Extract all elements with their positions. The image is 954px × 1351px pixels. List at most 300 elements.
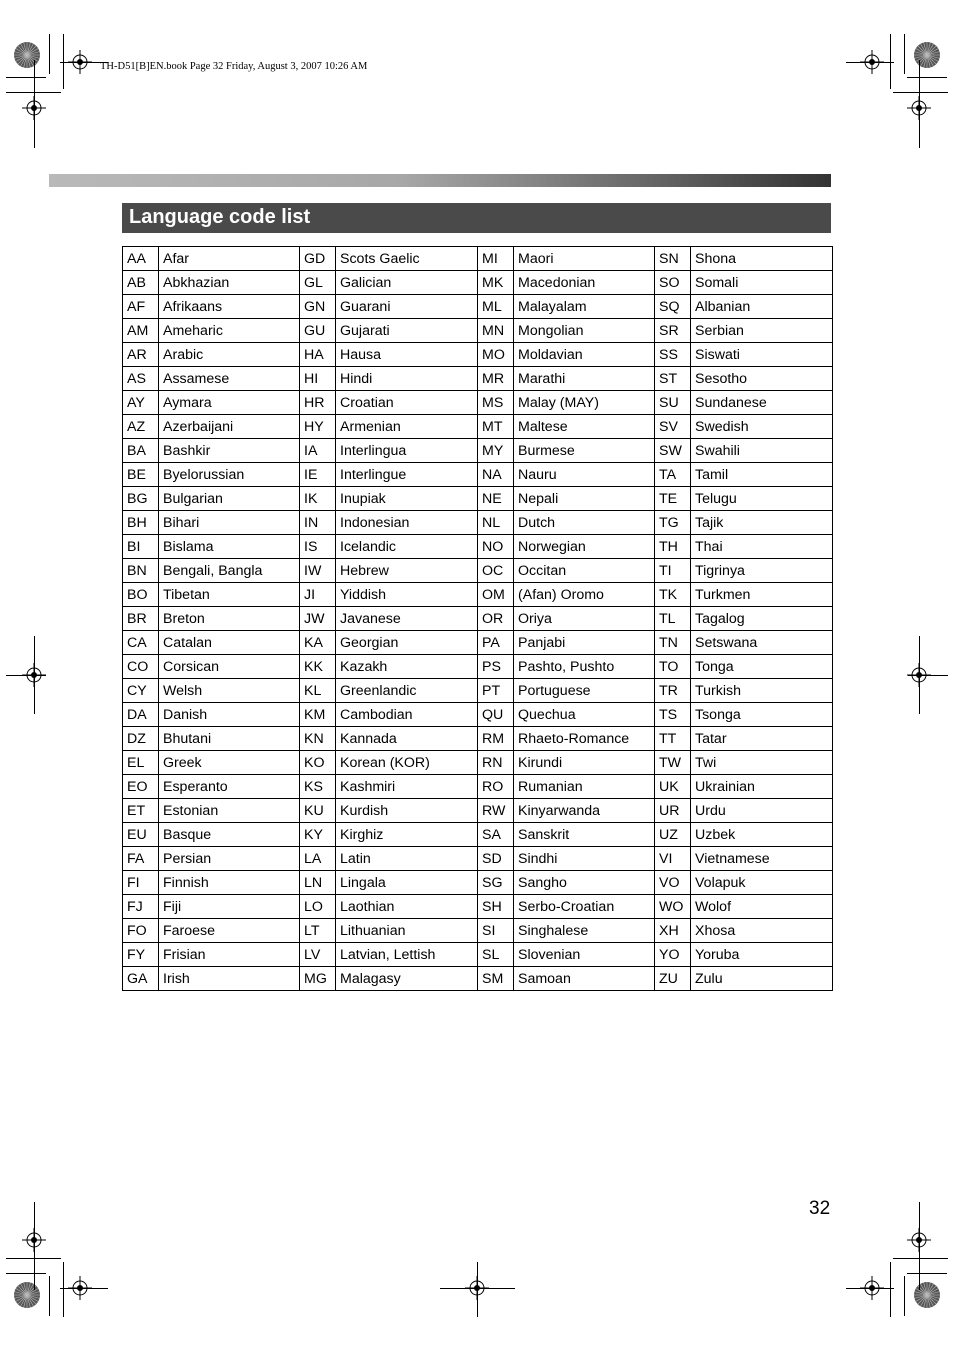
language-name-cell: Byelorussian: [159, 463, 300, 487]
language-code-cell: TK: [655, 583, 691, 607]
language-name-cell: Interlingua: [336, 439, 478, 463]
language-code-cell: MG: [300, 967, 336, 991]
language-name-cell: Norwegian: [514, 535, 655, 559]
language-name-cell: Turkish: [691, 679, 833, 703]
crop-mark-line: [440, 1288, 515, 1289]
table-row: [123, 751, 833, 775]
language-name-cell: Cambodian: [336, 703, 478, 727]
language-name-cell: Latin: [336, 847, 478, 871]
language-name-cell: Kirundi: [514, 751, 655, 775]
language-name-cell: Afar: [159, 247, 300, 271]
language-code-cell: SO: [655, 271, 691, 295]
language-name-cell: Sundanese: [691, 391, 833, 415]
table-row: [123, 607, 833, 631]
language-code-cell: TS: [655, 703, 691, 727]
language-name-cell: Kashmiri: [336, 775, 478, 799]
language-code-cell: IE: [300, 463, 336, 487]
language-name-cell: Malay (MAY): [514, 391, 655, 415]
language-code-cell: NL: [478, 511, 514, 535]
language-name-cell: Nauru: [514, 463, 655, 487]
table-row: [123, 271, 833, 295]
language-code-cell: CO: [123, 655, 159, 679]
language-name-cell: Swahili: [691, 439, 833, 463]
language-code-cell: UR: [655, 799, 691, 823]
crop-mark-line: [908, 675, 948, 676]
crop-mark-line: [904, 1276, 905, 1316]
language-code-cell: RO: [478, 775, 514, 799]
table-row: [123, 391, 833, 415]
language-name-cell: Serbian: [691, 319, 833, 343]
language-code-cell: DA: [123, 703, 159, 727]
language-code-cell: IA: [300, 439, 336, 463]
language-name-cell: Fiji: [159, 895, 300, 919]
language-name-cell: Welsh: [159, 679, 300, 703]
language-code-cell: GA: [123, 967, 159, 991]
language-name-cell: Volapuk: [691, 871, 833, 895]
language-code-cell: SG: [478, 871, 514, 895]
language-code-cell: MN: [478, 319, 514, 343]
language-name-cell: Laothian: [336, 895, 478, 919]
language-code-cell: SD: [478, 847, 514, 871]
language-name-cell: Lingala: [336, 871, 478, 895]
crop-mark-line: [846, 1288, 894, 1289]
language-code-cell: FY: [123, 943, 159, 967]
language-name-cell: Kirghiz: [336, 823, 478, 847]
table-row: [123, 799, 833, 823]
language-name-cell: Samoan: [514, 967, 655, 991]
language-code-cell: EL: [123, 751, 159, 775]
language-code-cell: LV: [300, 943, 336, 967]
crop-mark-line: [49, 34, 50, 74]
language-name-cell: Rumanian: [514, 775, 655, 799]
language-name-cell: Yiddish: [336, 583, 478, 607]
table-row: [123, 319, 833, 343]
language-code-cell: TA: [655, 463, 691, 487]
crop-mark-line: [63, 1262, 64, 1317]
language-code-cell: VO: [655, 871, 691, 895]
table-row: [123, 247, 833, 271]
language-name-cell: Burmese: [514, 439, 655, 463]
language-name-cell: Moldavian: [514, 343, 655, 367]
language-name-cell: Javanese: [336, 607, 478, 631]
language-code-cell: VI: [655, 847, 691, 871]
language-code-cell: TH: [655, 535, 691, 559]
language-code-cell: XH: [655, 919, 691, 943]
language-code-cell: BO: [123, 583, 159, 607]
language-name-cell: Tamil: [691, 463, 833, 487]
language-code-cell: TO: [655, 655, 691, 679]
language-name-cell: Hebrew: [336, 559, 478, 583]
language-name-cell: Mongolian: [514, 319, 655, 343]
language-name-cell: Lithuanian: [336, 919, 478, 943]
crop-mark-line: [893, 92, 948, 93]
language-code-cell: KS: [300, 775, 336, 799]
language-name-cell: Persian: [159, 847, 300, 871]
language-code-cell: SV: [655, 415, 691, 439]
language-code-cell: JW: [300, 607, 336, 631]
registration-starburst-icon: [913, 41, 941, 69]
language-code-cell: CA: [123, 631, 159, 655]
language-name-cell: Irish: [159, 967, 300, 991]
language-code-cell: YO: [655, 943, 691, 967]
language-code-cell: RW: [478, 799, 514, 823]
language-name-cell: Bengali, Bangla: [159, 559, 300, 583]
language-code-cell: ZU: [655, 967, 691, 991]
language-name-cell: Catalan: [159, 631, 300, 655]
language-name-cell: Tibetan: [159, 583, 300, 607]
language-code-cell: IK: [300, 487, 336, 511]
language-name-cell: Azerbaijani: [159, 415, 300, 439]
table-row: [123, 895, 833, 919]
language-code-cell: MS: [478, 391, 514, 415]
crop-mark-line: [846, 62, 894, 63]
language-name-cell: Latvian, Lettish: [336, 943, 478, 967]
language-name-cell: Malayalam: [514, 295, 655, 319]
language-name-cell: Maori: [514, 247, 655, 271]
language-name-cell: Galician: [336, 271, 478, 295]
language-name-cell: Bhutani: [159, 727, 300, 751]
language-code-cell: WO: [655, 895, 691, 919]
crop-mark-line: [6, 675, 46, 676]
language-code-cell: NA: [478, 463, 514, 487]
registration-starburst-icon: [13, 41, 41, 69]
print-header: TH-D51[B]EN.book Page 32 Friday, August 3, 2007 10:26 AM: [100, 61, 368, 72]
language-code-cell: AM: [123, 319, 159, 343]
language-code-cell: AF: [123, 295, 159, 319]
language-code-cell: SM: [478, 967, 514, 991]
language-name-cell: Quechua: [514, 703, 655, 727]
table-row: [123, 919, 833, 943]
table-row: [123, 463, 833, 487]
language-code-cell: FI: [123, 871, 159, 895]
language-code-cell: KU: [300, 799, 336, 823]
language-name-cell: Georgian: [336, 631, 478, 655]
table-row: [123, 343, 833, 367]
language-code-cell: IN: [300, 511, 336, 535]
language-code-cell: SN: [655, 247, 691, 271]
crop-mark-line: [34, 1202, 35, 1290]
language-code-cell: UK: [655, 775, 691, 799]
language-code-cell: TI: [655, 559, 691, 583]
language-code-cell: KY: [300, 823, 336, 847]
language-code-cell: AR: [123, 343, 159, 367]
language-code-cell: HR: [300, 391, 336, 415]
language-name-cell: Sindhi: [514, 847, 655, 871]
language-code-cell: GN: [300, 295, 336, 319]
table-row: [123, 847, 833, 871]
language-code-cell: TE: [655, 487, 691, 511]
language-code-cell: AA: [123, 247, 159, 271]
language-code-cell: MK: [478, 271, 514, 295]
language-name-cell: Telugu: [691, 487, 833, 511]
language-code-cell: HA: [300, 343, 336, 367]
language-name-cell: Kannada: [336, 727, 478, 751]
language-name-cell: Tagalog: [691, 607, 833, 631]
language-name-cell: Rhaeto-Romance: [514, 727, 655, 751]
language-name-cell: Inupiak: [336, 487, 478, 511]
crop-mark-line: [904, 34, 905, 74]
language-code-cell: BA: [123, 439, 159, 463]
language-code-cell: TT: [655, 727, 691, 751]
language-code-cell: GU: [300, 319, 336, 343]
language-code-cell: BG: [123, 487, 159, 511]
language-code-cell: SQ: [655, 295, 691, 319]
language-code-cell: TR: [655, 679, 691, 703]
language-code-cell: IS: [300, 535, 336, 559]
crop-mark-line: [34, 60, 35, 148]
language-name-cell: Corsican: [159, 655, 300, 679]
language-name-cell: Uzbek: [691, 823, 833, 847]
language-name-cell: Panjabi: [514, 631, 655, 655]
language-name-cell: Maltese: [514, 415, 655, 439]
language-name-cell: Ukrainian: [691, 775, 833, 799]
language-code-cell: RM: [478, 727, 514, 751]
language-code-cell: GD: [300, 247, 336, 271]
crop-mark-line: [893, 1258, 948, 1259]
language-name-cell: Vietnamese: [691, 847, 833, 871]
table-row: [123, 871, 833, 895]
language-name-cell: Tatar: [691, 727, 833, 751]
crop-mark-line: [907, 77, 947, 78]
language-code-cell: TW: [655, 751, 691, 775]
language-code-cell: OR: [478, 607, 514, 631]
language-code-cell: KO: [300, 751, 336, 775]
language-code-cell: JI: [300, 583, 336, 607]
language-code-cell: GL: [300, 271, 336, 295]
language-name-cell: Yoruba: [691, 943, 833, 967]
language-code-cell: ET: [123, 799, 159, 823]
crop-mark-line: [6, 1273, 46, 1274]
language-code-cell: FJ: [123, 895, 159, 919]
language-name-cell: Zulu: [691, 967, 833, 991]
table-row: [123, 679, 833, 703]
language-name-cell: Turkmen: [691, 583, 833, 607]
table-row: [123, 703, 833, 727]
table-row: [123, 535, 833, 559]
language-name-cell: Bashkir: [159, 439, 300, 463]
registration-starburst-icon: [913, 1281, 941, 1309]
language-name-cell: Greenlandic: [336, 679, 478, 703]
table-row: [123, 439, 833, 463]
language-name-cell: Malagasy: [336, 967, 478, 991]
language-code-cell: IW: [300, 559, 336, 583]
registration-starburst-icon: [13, 1281, 41, 1309]
language-name-cell: Assamese: [159, 367, 300, 391]
table-row: [123, 583, 833, 607]
language-name-cell: Tajik: [691, 511, 833, 535]
language-name-cell: Nepali: [514, 487, 655, 511]
page-number: 32: [809, 1198, 831, 1219]
language-code-cell: TG: [655, 511, 691, 535]
crop-mark-line: [60, 1288, 108, 1289]
language-name-cell: Scots Gaelic: [336, 247, 478, 271]
language-code-cell: TN: [655, 631, 691, 655]
language-code-cell: RN: [478, 751, 514, 775]
language-code-cell: BH: [123, 511, 159, 535]
language-name-cell: Xhosa: [691, 919, 833, 943]
language-code-cell: FO: [123, 919, 159, 943]
language-code-cell: SH: [478, 895, 514, 919]
language-name-cell: Frisian: [159, 943, 300, 967]
language-name-cell: Estonian: [159, 799, 300, 823]
language-name-cell: Singhalese: [514, 919, 655, 943]
language-code-cell: NO: [478, 535, 514, 559]
language-name-cell: Kurdish: [336, 799, 478, 823]
table-row: [123, 511, 833, 535]
table-row: [123, 415, 833, 439]
language-code-cell: LA: [300, 847, 336, 871]
language-name-cell: Somali: [691, 271, 833, 295]
language-name-cell: Danish: [159, 703, 300, 727]
crop-mark-line: [477, 1262, 478, 1317]
language-code-cell: DZ: [123, 727, 159, 751]
language-name-cell: Gujarati: [336, 319, 478, 343]
language-code-cell: PS: [478, 655, 514, 679]
language-code-cell: EO: [123, 775, 159, 799]
table-row: [123, 823, 833, 847]
language-name-cell: Faroese: [159, 919, 300, 943]
table-row: [123, 943, 833, 967]
language-name-cell: Marathi: [514, 367, 655, 391]
table-row: [123, 295, 833, 319]
language-code-cell: CY: [123, 679, 159, 703]
crop-mark-line: [49, 1276, 50, 1316]
crop-mark-line: [6, 77, 46, 78]
language-code-cell: MI: [478, 247, 514, 271]
language-name-cell: Tsonga: [691, 703, 833, 727]
language-code-cell: FA: [123, 847, 159, 871]
language-name-cell: Greek: [159, 751, 300, 775]
language-name-cell: Hindi: [336, 367, 478, 391]
table-row: [123, 559, 833, 583]
language-code-cell: QU: [478, 703, 514, 727]
table-row: [123, 487, 833, 511]
crop-mark-line: [890, 1262, 891, 1317]
language-name-cell: (Afan) Oromo: [514, 583, 655, 607]
language-name-cell: Oriya: [514, 607, 655, 631]
language-name-cell: Guarani: [336, 295, 478, 319]
language-code-cell: BN: [123, 559, 159, 583]
language-name-cell: Ameharic: [159, 319, 300, 343]
language-name-cell: Bislama: [159, 535, 300, 559]
language-code-cell: SL: [478, 943, 514, 967]
language-name-cell: Bulgarian: [159, 487, 300, 511]
language-code-cell: ST: [655, 367, 691, 391]
language-name-cell: Afrikaans: [159, 295, 300, 319]
language-code-cell: PA: [478, 631, 514, 655]
language-code-cell: MY: [478, 439, 514, 463]
table-row: [123, 367, 833, 391]
language-name-cell: Wolof: [691, 895, 833, 919]
language-name-cell: Basque: [159, 823, 300, 847]
language-code-cell: HY: [300, 415, 336, 439]
language-code-cell: BR: [123, 607, 159, 631]
language-name-cell: Kazakh: [336, 655, 478, 679]
language-name-cell: Portuguese: [514, 679, 655, 703]
language-code-cell: OC: [478, 559, 514, 583]
crop-mark-line: [919, 1202, 920, 1290]
language-name-cell: Tigrinya: [691, 559, 833, 583]
language-name-cell: Dutch: [514, 511, 655, 535]
language-code-cell: PT: [478, 679, 514, 703]
table-row: [123, 727, 833, 751]
language-code-cell: SS: [655, 343, 691, 367]
language-name-cell: Abkhazian: [159, 271, 300, 295]
language-name-cell: Setswana: [691, 631, 833, 655]
language-name-cell: Sangho: [514, 871, 655, 895]
language-code-cell: UZ: [655, 823, 691, 847]
language-name-cell: Thai: [691, 535, 833, 559]
language-name-cell: Croatian: [336, 391, 478, 415]
language-name-cell: Slovenian: [514, 943, 655, 967]
language-code-cell: NE: [478, 487, 514, 511]
language-name-cell: Kinyarwanda: [514, 799, 655, 823]
language-name-cell: Macedonian: [514, 271, 655, 295]
language-name-cell: Twi: [691, 751, 833, 775]
language-code-cell: SR: [655, 319, 691, 343]
language-name-cell: Breton: [159, 607, 300, 631]
language-code-cell: MO: [478, 343, 514, 367]
language-code-cell: AB: [123, 271, 159, 295]
language-name-cell: Bihari: [159, 511, 300, 535]
language-name-cell: Korean (KOR): [336, 751, 478, 775]
crop-mark-line: [907, 1273, 947, 1274]
language-code-cell: ML: [478, 295, 514, 319]
language-code-cell: KL: [300, 679, 336, 703]
language-code-cell: LT: [300, 919, 336, 943]
language-code-cell: SW: [655, 439, 691, 463]
language-code-cell: MT: [478, 415, 514, 439]
language-code-cell: AS: [123, 367, 159, 391]
language-name-cell: Sanskrit: [514, 823, 655, 847]
language-code-cell: KK: [300, 655, 336, 679]
language-name-cell: Albanian: [691, 295, 833, 319]
language-name-cell: Arabic: [159, 343, 300, 367]
language-code-cell: SU: [655, 391, 691, 415]
language-code-table: [122, 246, 833, 991]
language-code-cell: BI: [123, 535, 159, 559]
language-code-cell: BE: [123, 463, 159, 487]
crop-mark-line: [919, 60, 920, 148]
language-name-cell: Occitan: [514, 559, 655, 583]
language-name-cell: Icelandic: [336, 535, 478, 559]
language-code-cell: KA: [300, 631, 336, 655]
language-name-cell: Aymara: [159, 391, 300, 415]
language-code-cell: OM: [478, 583, 514, 607]
language-name-cell: Hausa: [336, 343, 478, 367]
language-name-cell: Serbo-Croatian: [514, 895, 655, 919]
language-name-cell: Indonesian: [336, 511, 478, 535]
table-row: [123, 655, 833, 679]
language-name-cell: Siswati: [691, 343, 833, 367]
language-code-cell: TL: [655, 607, 691, 631]
table-row: [123, 775, 833, 799]
language-name-cell: Swedish: [691, 415, 833, 439]
language-name-cell: Interlingue: [336, 463, 478, 487]
decorative-gradient-bar: [49, 174, 831, 187]
language-code-cell: KN: [300, 727, 336, 751]
table-row: [123, 631, 833, 655]
language-name-cell: Esperanto: [159, 775, 300, 799]
table-row: [123, 967, 833, 991]
language-name-cell: Urdu: [691, 799, 833, 823]
language-code-cell: KM: [300, 703, 336, 727]
language-name-cell: Armenian: [336, 415, 478, 439]
language-name-cell: Pashto, Pushto: [514, 655, 655, 679]
language-code-cell: EU: [123, 823, 159, 847]
language-name-cell: Tonga: [691, 655, 833, 679]
language-code-cell: LN: [300, 871, 336, 895]
